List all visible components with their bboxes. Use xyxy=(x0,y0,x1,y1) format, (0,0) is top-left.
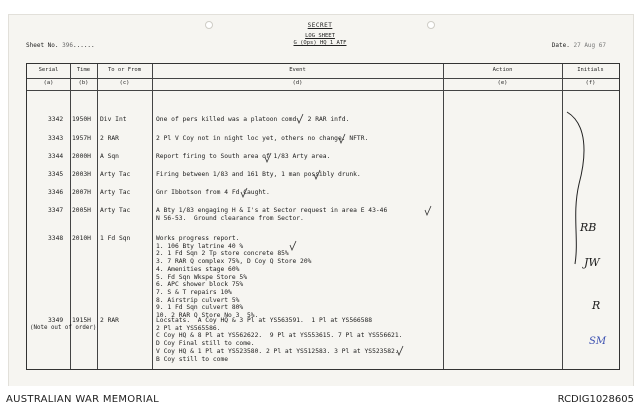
row-serial: 3344 xyxy=(48,153,64,160)
row-time: 2010H xyxy=(72,235,91,242)
column-header-serial: Serial xyxy=(38,67,59,73)
row-event: Works progress report. 1. 106 Bty latrine 40 % 2. 1 Fd Sqn 2 Tp store concrete 85% 3. 7 RAR Q complex 75%, D Coy Q Store 20% 4. Amenities stage 60% 5. Fd Sqn Wkspe Store 5% 6. APC shower block 75% 7. S & T repairs 10% 8. Airstrip culvert 5% 9. 1 Fd Sqn culvert 80% 10. 2 RAR Q Store No 3 5%. xyxy=(156,235,312,320)
header-divider xyxy=(27,90,619,91)
row-event: Firing between 1/83 and 161 Bty, 1 man possibly drunk. xyxy=(156,171,361,178)
column-divider xyxy=(443,64,444,369)
column-code-e: (e) xyxy=(497,80,508,86)
sheet-number-value: 396 xyxy=(62,42,73,49)
column-header-event: Event xyxy=(289,67,306,73)
unit-name: G (Ops) HQ 1 ATF xyxy=(293,40,347,46)
row-event: Locstats. A Coy HQ & 3 Pl at YS563591. 1 Pl at YS566588 2 Pl at YS565586. C Coy HQ & 8 Pl at YS562622. 9 Pl at YS553615. 7 Pl at YS556621. D Coy Final still to come. V Coy HQ & 1 Pl at YS523580. 2 Pl at YS512583. 3 Pl at YS523582. B Coy still to come xyxy=(156,317,403,363)
handwritten-initials: RB xyxy=(580,221,597,234)
row-serial: 3342 xyxy=(48,116,64,123)
row-time: 1950H xyxy=(72,116,91,123)
classification-marking: SECRET xyxy=(307,22,333,29)
record-id: RCDIG1028605 xyxy=(557,394,634,405)
column-code-f: (f) xyxy=(585,80,596,86)
column-header-from: To or From xyxy=(107,67,142,73)
handwritten-initials: JW xyxy=(584,256,600,269)
column-header-action: Action xyxy=(492,67,513,73)
row-serial: 3343 xyxy=(48,135,64,142)
header-divider xyxy=(27,78,619,79)
sheet-title-block xyxy=(0,33,640,47)
handwritten-initials-blue: SM xyxy=(589,336,607,347)
row-note: (Note out of order) xyxy=(30,325,97,331)
column-header-initials: Initials xyxy=(577,67,604,73)
column-divider xyxy=(70,64,71,369)
row-from: 1 Fd Sqn xyxy=(100,235,131,242)
handwritten-initials: R xyxy=(592,299,601,312)
column-divider xyxy=(97,64,98,369)
row-event: Gnr Ibbotson from 4 Fd Caught. xyxy=(156,189,270,196)
row-from: Arty Tac xyxy=(100,207,131,214)
date-label: Date. xyxy=(551,42,570,49)
row-serial: 3349 xyxy=(48,317,64,324)
date-value: 27 Aug 67 xyxy=(573,42,606,49)
sheet-number xyxy=(26,42,95,49)
row-event: A Bty 1/83 engaging H & I's at Sector request in area E 43-46 N 56-53. Ground clearance from Sector. xyxy=(156,207,388,222)
institution-name: AUSTRALIAN WAR MEMORIAL xyxy=(6,394,159,405)
sheet-number-label: Sheet No. xyxy=(26,42,59,49)
column-code-c: (c) xyxy=(119,80,130,86)
row-event: 2 Pl V Coy not in night loc yet, others no change. NFTR. xyxy=(156,135,369,142)
row-serial: 3347 xyxy=(48,207,64,214)
row-from: A Sqn xyxy=(100,153,119,160)
sheet-number-dots: ...... xyxy=(72,42,95,49)
row-time: 2000H xyxy=(72,153,91,160)
row-serial: 3348 xyxy=(48,235,64,242)
row-time: 2007H xyxy=(72,189,91,196)
row-from: Arty Tac xyxy=(100,189,131,196)
column-divider xyxy=(152,64,153,369)
row-from: 2 RAR xyxy=(100,317,119,324)
column-code-a: (a) xyxy=(43,80,54,86)
row-from: Div Int xyxy=(100,116,127,123)
sheet-title: LOG SHEET xyxy=(305,33,335,39)
row-from: 2 RAR xyxy=(100,135,119,142)
row-time: 1957H xyxy=(72,135,91,142)
sheet-date xyxy=(552,42,606,49)
row-time: 2005H xyxy=(72,207,91,214)
row-event: One of pers killed was a platoon comd. 2 RAR infd. xyxy=(156,116,350,123)
row-from: Arty Tac xyxy=(100,171,131,178)
log-table xyxy=(26,63,620,370)
row-serial: 3346 xyxy=(48,189,64,196)
column-code-d: (d) xyxy=(292,80,303,86)
column-code-b: (b) xyxy=(78,80,89,86)
row-time: 2003H xyxy=(72,171,91,178)
archive-footer xyxy=(0,386,640,415)
column-divider xyxy=(562,64,563,369)
column-header-time: Time xyxy=(76,67,91,73)
row-event: Report firing to South area of 1/83 Arty area. xyxy=(156,153,331,160)
row-serial: 3345 xyxy=(48,171,64,178)
row-time: 1915H xyxy=(72,317,91,324)
